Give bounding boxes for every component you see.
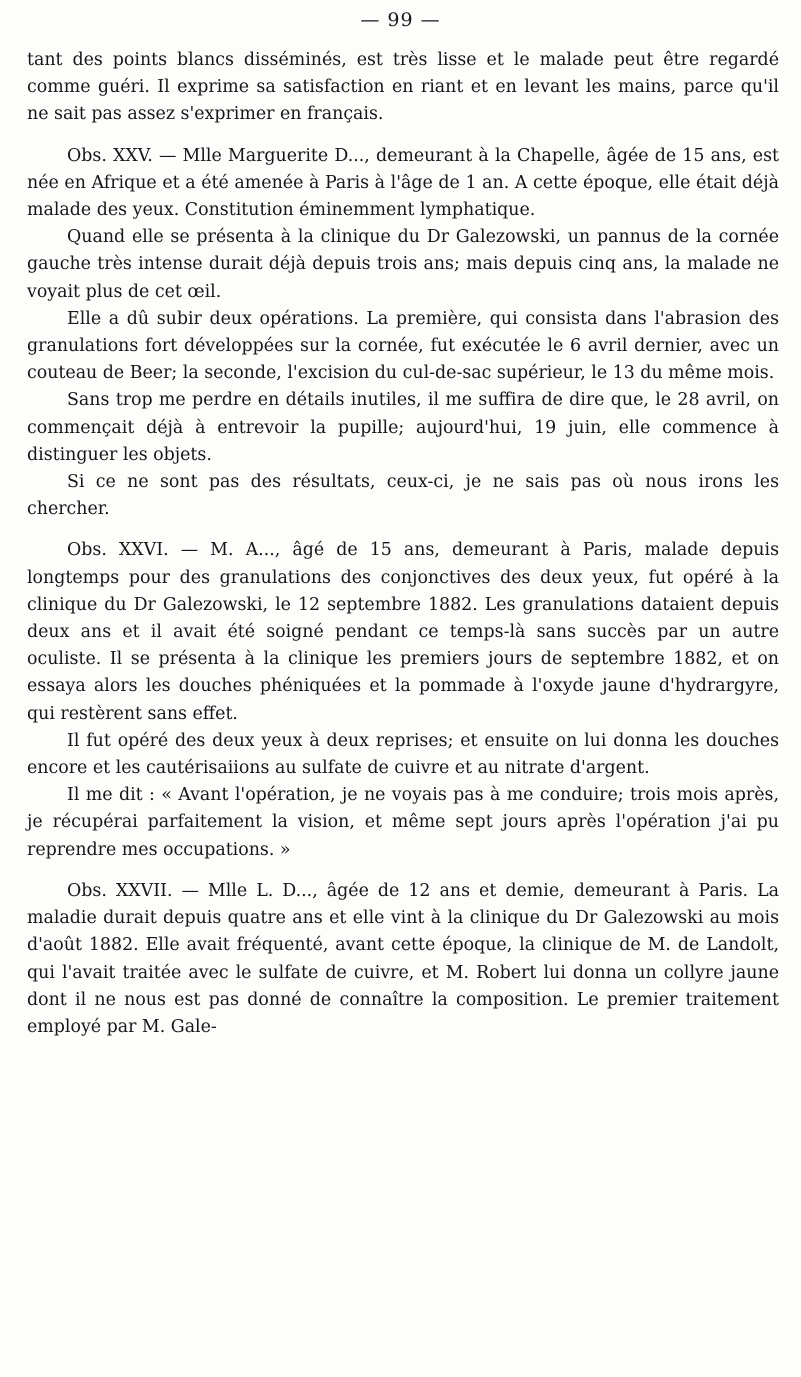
observation-25-paragraph: Sans trop me perdre en détails inutiles, il me suffira de dire que, le 28 avril, on commençait déjà à entrevoir la pupille; aujourd'hui, 19 juin, elle commence à distinguer les objets. bbox=[27, 390, 779, 465]
section-gap bbox=[27, 523, 779, 537]
paragraph-continuation: tant des points blancs disséminés, est très lisse et le malade peut être regardé comme guéri. Il exprime sa satisfaction en riant et en levant les mains, parce qu'il ne sait pas assez s'exprimer en français. bbox=[27, 50, 779, 125]
section-gap bbox=[27, 129, 779, 143]
observation-25-intro: Obs. XXV. — Mlle Marguerite D..., demeurant à la Chapelle, âgée de 15 ans, est née en Afrique et a été amenée à Paris à l'âge de 1 an. A cette époque, elle était déjà malade des yeux. Constitution éminemment lymphatique. bbox=[27, 145, 779, 221]
text-body bbox=[27, 47, 779, 1041]
observation-25-paragraph: Si ce ne sont pas des résultats, ceux-ci, je ne sais pas où nous irons les chercher. bbox=[27, 472, 779, 520]
observation-25-paragraph: Quand elle se présenta à la clinique du Dr Galezowski, un pannus de la cornée gauche très intense durait déjà depuis trois ans; mais depuis cinq ans, la malade ne voyait plus de cet œil. bbox=[27, 227, 779, 302]
section-gap bbox=[27, 864, 779, 878]
page-number: — 99 — bbox=[360, 9, 441, 31]
observation-25-paragraph: Elle a dû subir deux opérations. La première, qui consista dans l'abrasion des granulations fort développées sur la cornée, fut exécutée le 6 avril dernier, avec un couteau de Beer; la seconde, l'excision du cul-de-sac supérieur, le 13 du même mois. bbox=[27, 308, 779, 384]
observation-26-paragraph: Il fut opéré des deux yeux à deux reprises; et ensuite on lui donna les douches encore et les cautérisaiions au sulfate de cuivre et au nitrate d'argent. bbox=[27, 730, 779, 779]
observation-26-quote: Il me dit : « Avant l'opération, je ne voyais pas à me conduire; trois mois après, je récupérai parfaitement la vision, et même sept jours après l'opération j'ai pu reprendre mes occupations. » bbox=[27, 785, 779, 860]
observation-26-intro: Obs. XXVI. — M. A..., âgé de 15 ans, demeurant à Paris, malade depuis longtemps pour des granulations des conjonctives des deux yeux, fut opéré à la clinique du Dr Galezowski, le 12 septembre 1882. Les granulations dataient depuis deux ans et il avait été soigné pendant ce temps-là sans succès par un autre oculiste. Il se présenta à la clinique les premiers jours de septembre 1882, et on essaya alors les douches phéniquées et la pommade à l'oxyde jaune d'hydrargyre, qui restèrent sans effet. bbox=[27, 540, 779, 724]
observation-27-intro: Obs. XXVII. — Mlle L. D..., âgée de 12 ans et demie, demeurant à Paris. La maladie durait depuis quatre ans et elle vint à la clinique du Dr Galezowski au mois d'août 1882. Elle avait fréquenté, avant cette époque, la clinique de M. de Landolt, qui l'avait traitée avec le sulfate de cuivre, et M. Robert lui donna un collyre jaune dont il ne nous est pas donné de connaître la composition. Le premier traitement employé par M. Gale- bbox=[27, 880, 779, 1037]
